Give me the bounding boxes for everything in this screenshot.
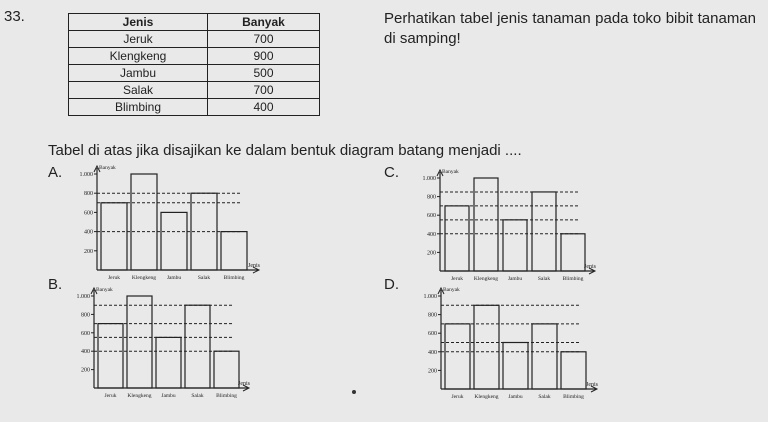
category-label: Klengkeng xyxy=(127,393,152,399)
category-label: Jambu xyxy=(508,394,523,400)
y-tick-label: 600 xyxy=(84,210,93,217)
y-tick-label: 1.000 xyxy=(76,294,90,300)
y-tick-label: 200 xyxy=(81,367,90,374)
option-b-label[interactable]: B. xyxy=(48,276,63,293)
y-tick-label: 400 xyxy=(81,349,90,356)
y-tick-label: 800 xyxy=(84,191,93,198)
category-label: Jambu xyxy=(507,276,523,282)
y-tick-label: 200 xyxy=(84,248,93,255)
y-axis-label: Banyak xyxy=(443,287,460,293)
bar xyxy=(503,343,528,390)
bar xyxy=(474,305,499,389)
speck-mark xyxy=(352,390,356,394)
category-label: Jambu xyxy=(161,393,176,399)
bar xyxy=(561,352,586,389)
option-a-label[interactable]: A. xyxy=(48,164,63,181)
category-label: Blimbing xyxy=(563,394,584,400)
table-cell-banyak: 700 xyxy=(208,31,320,48)
category-label: Salak xyxy=(191,393,204,399)
category-label: Salak xyxy=(537,276,551,282)
category-label: Klengkeng xyxy=(474,394,499,400)
table-cell-banyak: 700 xyxy=(208,82,320,99)
table-cell-banyak: 900 xyxy=(208,48,320,65)
y-tick-label: 400 xyxy=(84,229,93,236)
y-axis-label: Banyak xyxy=(442,169,459,175)
category-label: Jeruk xyxy=(104,393,117,399)
header-jenis: Jenis xyxy=(69,14,208,31)
category-label: Jeruk xyxy=(451,394,464,400)
x-axis-label: Jenis xyxy=(248,263,260,269)
question-number: 33. xyxy=(4,8,25,25)
option-c-label[interactable]: C. xyxy=(384,164,399,181)
table-cell-jenis: Jambu xyxy=(69,65,208,82)
category-label: Jambu xyxy=(166,275,182,281)
question-prompt: Tabel di atas jika disajikan ke dalam bentuk diagram batang menjadi .... xyxy=(48,142,522,159)
y-axis-label: Banyak xyxy=(99,165,116,171)
y-tick-label: 1.000 xyxy=(79,172,93,178)
y-tick-label: 1.000 xyxy=(422,176,436,182)
category-label: Blimbing xyxy=(223,275,245,281)
category-label: Salak xyxy=(538,394,551,400)
y-tick-label: 200 xyxy=(427,250,436,257)
category-label: Blimbing xyxy=(562,276,584,282)
y-tick-label: 200 xyxy=(428,368,437,375)
x-axis-label: Jenis xyxy=(238,381,250,387)
table-cell-banyak: 500 xyxy=(208,65,320,82)
header-banyak: Banyak xyxy=(208,14,320,31)
category-label: Jeruk xyxy=(451,276,463,282)
table-cell-banyak: 400 xyxy=(208,99,320,116)
category-label: Blimbing xyxy=(216,393,237,399)
y-tick-label: 400 xyxy=(428,349,437,356)
table-cell-jenis: Blimbing xyxy=(69,99,208,116)
table-cell-jenis: Salak xyxy=(69,82,208,99)
table-cell-jenis: Klengkeng xyxy=(69,48,208,65)
y-tick-label: 800 xyxy=(428,312,437,319)
category-label: Jeruk xyxy=(108,275,120,281)
y-tick-label: 600 xyxy=(81,330,90,337)
y-tick-label: 600 xyxy=(427,213,436,220)
bar xyxy=(532,324,557,389)
y-tick-label: 800 xyxy=(81,312,90,319)
category-label: Klengkeng xyxy=(131,275,157,281)
option-d-label[interactable]: D. xyxy=(384,276,399,293)
table-cell-jenis: Jeruk xyxy=(69,31,208,48)
y-tick-label: 800 xyxy=(427,194,436,201)
y-axis-label: Banyak xyxy=(96,287,113,293)
category-label: Salak xyxy=(197,275,211,281)
y-tick-label: 600 xyxy=(428,331,437,338)
category-label: Klengkeng xyxy=(473,276,499,282)
y-tick-label: 400 xyxy=(427,231,436,238)
x-axis-label: Jenis xyxy=(586,382,598,388)
x-axis-label: Jenis xyxy=(584,264,596,270)
y-tick-label: 1.000 xyxy=(423,294,437,300)
question-text: Perhatikan tabel jenis tanaman pada toko bibit tanaman di samping! xyxy=(384,10,756,47)
bar xyxy=(445,324,470,389)
